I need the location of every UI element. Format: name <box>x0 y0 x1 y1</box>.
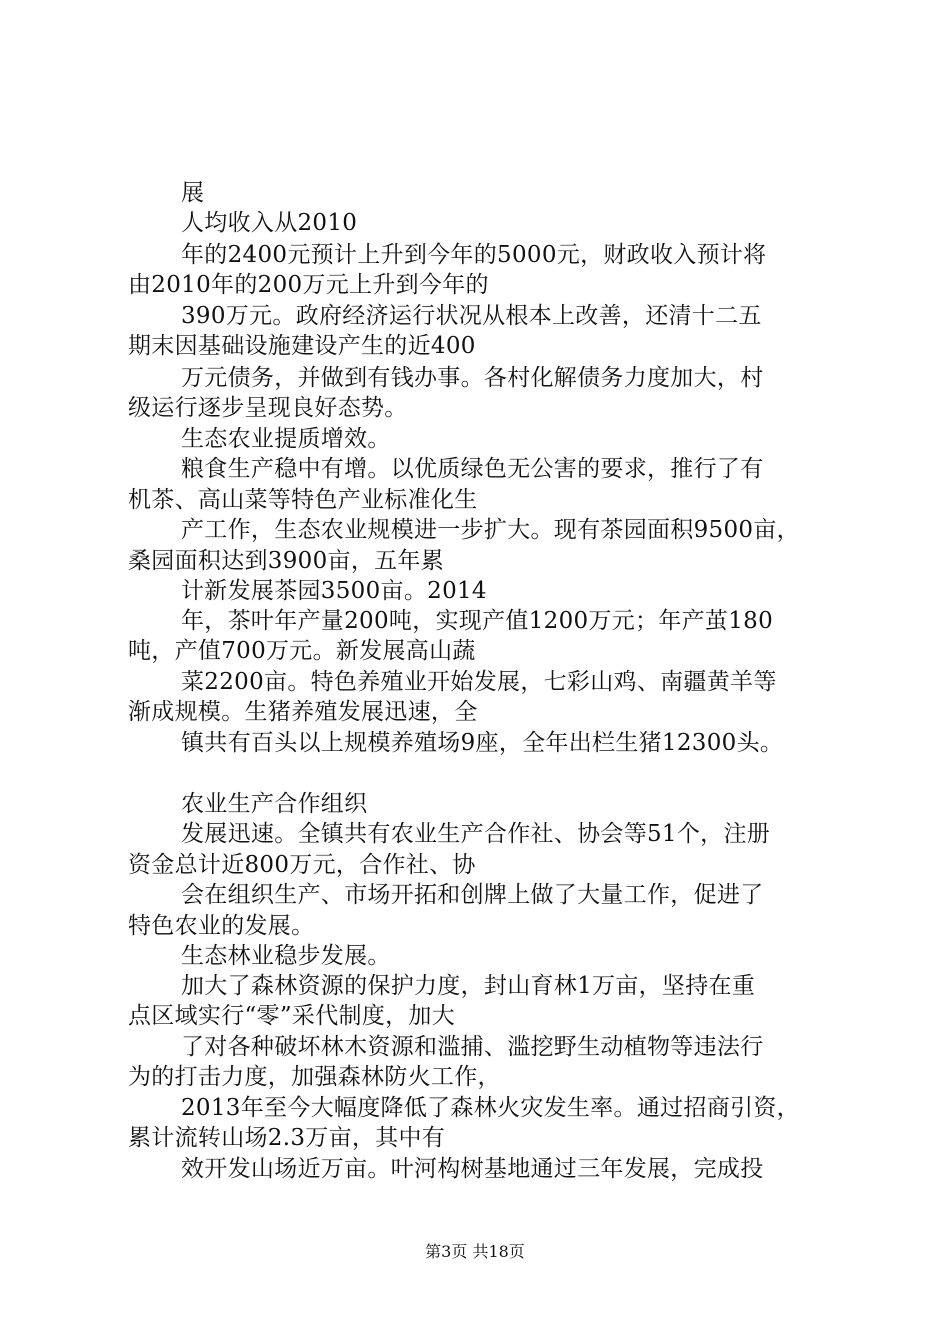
text-line: 吨，产值700万元。新发展高山蔬 <box>128 638 476 664</box>
text-line: 资金总计近800万元，合作社、协 <box>128 852 476 878</box>
text-line: 为的打击力度，加强森林防火工作， <box>128 1064 501 1090</box>
text-line: 粮食生产稳中有增。以优质绿色无公害的要求，推行了有 <box>181 456 764 482</box>
text-line: 镇共有百头以上规模养殖场9座，全年出栏生猪12300头。 <box>181 730 784 756</box>
text-line: 发展迅速。全镇共有农业生产合作社、协会等51个，注册 <box>181 821 771 847</box>
text-line: 由2010年的200万元上升到今年的 <box>128 272 489 298</box>
text-line: 累计流转山场2.3万亩，其中有 <box>128 1125 446 1151</box>
text-line: 加大了森林资源的保护力度，封山育林1万亩，坚持在重 <box>181 973 756 999</box>
text-line: 了对各种破坏林木资源和滥捕、滥挖野生动植物等违法行 <box>181 1034 764 1060</box>
text-line: 会在组织生产、市场开拓和创牌上做了大量工作，促进了 <box>181 882 764 908</box>
text-line: 效开发山场近万亩。叶河构树基地通过三年发展，完成投 <box>181 1156 764 1182</box>
text-line: 菜2200亩。特色养殖业开始发展，七彩山鸡、南疆黄羊等 <box>181 669 777 695</box>
text-line: 390万元。政府经济运行状况从根本上改善，还清十二五 <box>181 303 762 329</box>
text-line: 期末因基础设施建设产生的近400 <box>128 333 476 359</box>
text-line: 年的2400元预计上升到今年的5000元，财政收入预计将 <box>181 242 767 268</box>
text-line: 生态农业提质增效。 <box>181 426 391 452</box>
text-line: 点区域实行“零”采代制度，加大 <box>128 1003 456 1029</box>
text-line: 2013年至今大幅度降低了森林火灾发生率。通过招商引资， <box>181 1095 800 1121</box>
text-line: 机茶、高山菜等特色产业标准化生 <box>128 487 478 513</box>
text-line: 人均收入从2010 <box>181 210 358 236</box>
text-line: 生态林业稳步发展。 <box>181 943 391 969</box>
text-line: 年，茶叶年产量200吨，实现产值1200万元；年产茧180 <box>181 608 774 634</box>
text-line: 特色农业的发展。 <box>128 913 315 939</box>
page-footer: 第3页 共18页 <box>425 1242 525 1261</box>
text-line: 农业生产合作组织 <box>181 791 368 817</box>
text-line: 级运行逐步呈现良好态势。 <box>128 395 408 421</box>
text-line: 万元债务，并做到有钱办事。各村化解债务力度加大，村 <box>181 365 764 391</box>
text-line: 渐成规模。生猪养殖发展迅速，全 <box>128 699 478 725</box>
text-line: 展 <box>181 180 205 206</box>
text-line: 产工作，生态农业规模进一步扩大。现有茶园面积9500亩， <box>181 517 800 543</box>
text-line: 桑园面积达到3900亩，五年累 <box>128 548 445 574</box>
text-line: 计新发展茶园3500亩。2014 <box>181 578 487 604</box>
